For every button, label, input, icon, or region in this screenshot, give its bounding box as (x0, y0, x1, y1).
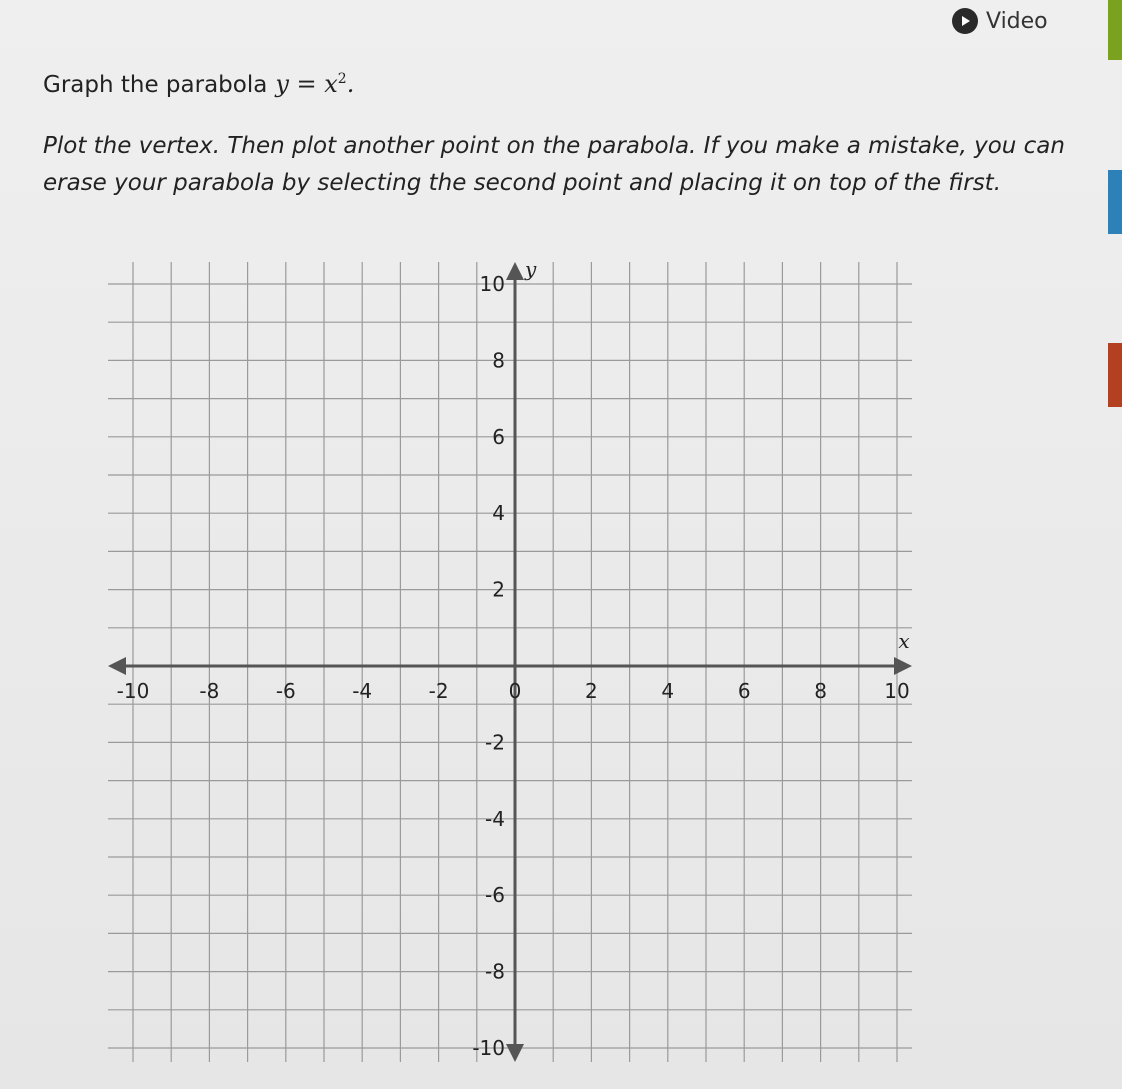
x-tick-label: -4 (352, 679, 373, 703)
y-axis-top-arrow (506, 262, 524, 280)
x-tick-label: -6 (275, 679, 296, 703)
y-tick-label: -2 (485, 730, 505, 755)
y-tick-label: 8 (492, 348, 505, 373)
y-tick-label: 4 (492, 501, 505, 526)
y-tick-label: -4 (485, 806, 505, 831)
equation-exponent: 2 (337, 71, 347, 87)
y-tick-label: -8 (485, 959, 505, 984)
x-tick-label: 6 (737, 679, 751, 703)
equation-end: . (346, 70, 355, 98)
x-tick-label: -10 (116, 679, 150, 703)
x-tick-label: -2 (428, 679, 449, 703)
x-tick-label: -8 (199, 679, 220, 703)
x-axis-right-arrow (894, 657, 912, 675)
y-tick-label: -6 (485, 883, 505, 908)
y-tick-label: 2 (492, 577, 505, 602)
x-tick-label: 8 (814, 679, 827, 703)
y-axis-label: y (525, 257, 537, 281)
x-tick-label: 4 (661, 679, 675, 703)
video-label: Video (986, 8, 1048, 34)
x-tick-label: 0 (508, 679, 522, 703)
prompt-text: Graph the parabola (43, 72, 268, 98)
instructions-text: Plot the vertex. Then plot another point on the parabola. If you make a mistake, you can erase your parabola by selecting the second point and placing it on top of the first. (43, 133, 1065, 196)
x-tick-label: 2 (585, 679, 598, 703)
y-tick-label: 10 (479, 272, 505, 296)
equation-lhs: y = x (275, 70, 338, 98)
y-axis-bottom-arrow (506, 1044, 524, 1062)
y-tick-label: -10 (472, 1036, 505, 1060)
y-tick-label: 6 (492, 424, 505, 449)
x-tick-label: 10 (884, 679, 910, 703)
x-axis-label: x (898, 629, 910, 653)
x-axis-left-arrow (108, 657, 126, 675)
